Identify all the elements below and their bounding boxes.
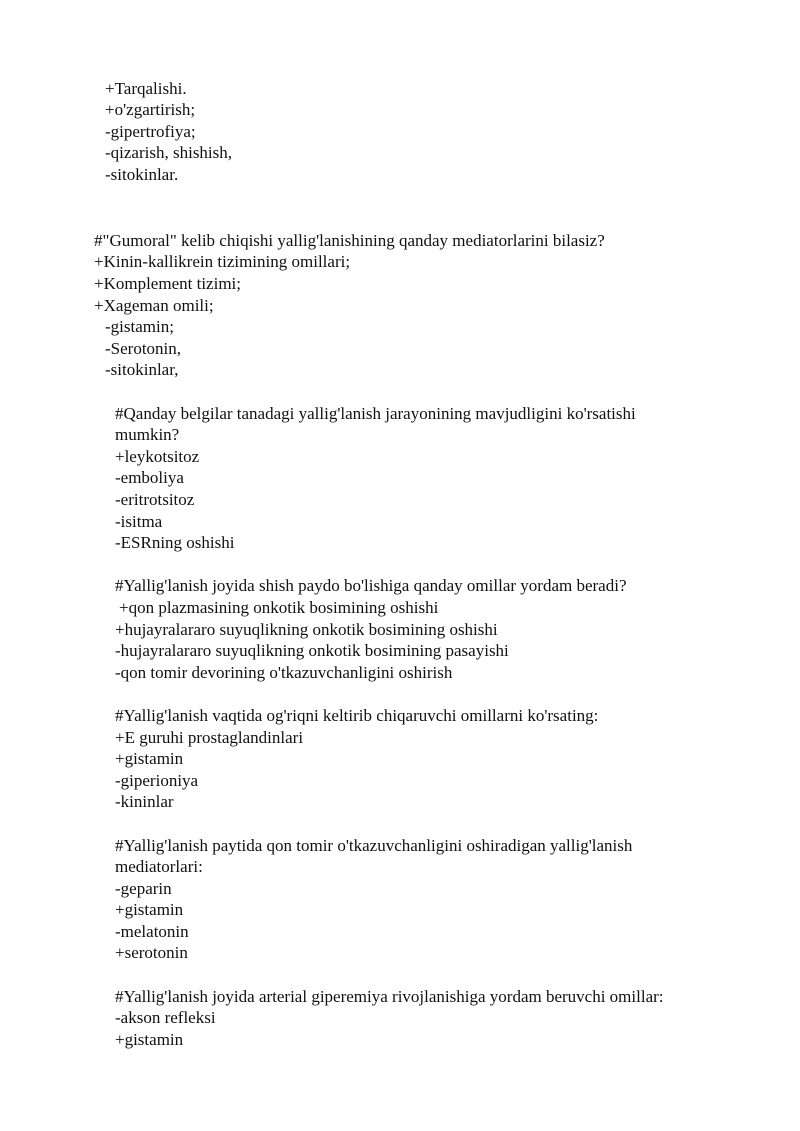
question-text: #Yallig'lanish joyida shish paydo bo'lishiga qanday omillar yordam beradi? bbox=[115, 576, 627, 595]
answer-option: -gistamin; bbox=[105, 317, 174, 336]
answer-option: -eritrotsitoz bbox=[115, 490, 195, 509]
answer-option: +leykotsitoz bbox=[115, 447, 200, 466]
question-text: #Qanday belgilar tanadagi yallig'lanish jarayonining mavjudligini ko'rsatishi bbox=[115, 404, 636, 423]
question-text: #Yallig'lanish paytida qon tomir o'tkazuvchanligini oshiradigan yallig'lanish bbox=[115, 836, 633, 855]
answer-option: +qon plazmasining onkotik bosimining oshishi bbox=[119, 598, 439, 617]
answer-option: -sitokinlar, bbox=[105, 360, 179, 379]
answer-option: -emboliya bbox=[115, 468, 184, 487]
answer-option: -kininlar bbox=[115, 792, 174, 811]
question-text: #Yallig'lanish vaqtida og'riqni keltirib chiqaruvchi omillarni ko'rsating: bbox=[115, 706, 599, 725]
answer-option: +gistamin bbox=[115, 749, 184, 768]
answer-option: -qon tomir devorining o'tkazuvchanligini oshirish bbox=[115, 663, 453, 682]
question-text: mediatorlari: bbox=[115, 857, 203, 876]
answer-option: +serotonin bbox=[115, 943, 188, 962]
question-text: #"Gumoral" kelib chiqishi yallig'lanishining qanday mediatorlarini bilasiz? bbox=[94, 231, 605, 250]
answer-option: +Xageman omili; bbox=[94, 296, 214, 315]
answer-option: -ESRning oshishi bbox=[115, 533, 235, 552]
answer-option: -melatonin bbox=[115, 922, 189, 941]
answer-option: +E guruhi prostaglandinlari bbox=[115, 728, 304, 747]
answer-option: -qizarish, shishish, bbox=[105, 143, 233, 162]
answer-option: +gistamin bbox=[115, 900, 184, 919]
answer-option: -geparin bbox=[115, 879, 172, 898]
answer-option: -sitokinlar. bbox=[105, 165, 179, 184]
answer-option: -Serotonin, bbox=[105, 339, 182, 358]
answer-option: +gistamin bbox=[115, 1030, 184, 1049]
answer-option: +Tarqalishi. bbox=[105, 79, 187, 98]
answer-option: -hujayralararo suyuqlikning onkotik bosimining pasayishi bbox=[115, 641, 509, 660]
answer-option: -gipertrofiya; bbox=[105, 122, 196, 141]
answer-option: +Komplement tizimi; bbox=[94, 274, 241, 293]
answer-option: -giperioniya bbox=[115, 771, 199, 790]
answer-option: +hujayralararo suyuqlikning onkotik bosimining oshishi bbox=[115, 620, 498, 639]
answer-option: -akson refleksi bbox=[115, 1008, 216, 1027]
answer-option: +o'zgartirish; bbox=[105, 100, 196, 119]
answer-option: +Kinin-kallikrein tizimining omillari; bbox=[94, 252, 351, 271]
question-text: #Yallig'lanish joyida arterial giperemiya rivojlanishiga yordam beruvchi omillar: bbox=[115, 987, 664, 1006]
question-text: mumkin? bbox=[115, 425, 180, 444]
answer-option: -isitma bbox=[115, 512, 163, 531]
